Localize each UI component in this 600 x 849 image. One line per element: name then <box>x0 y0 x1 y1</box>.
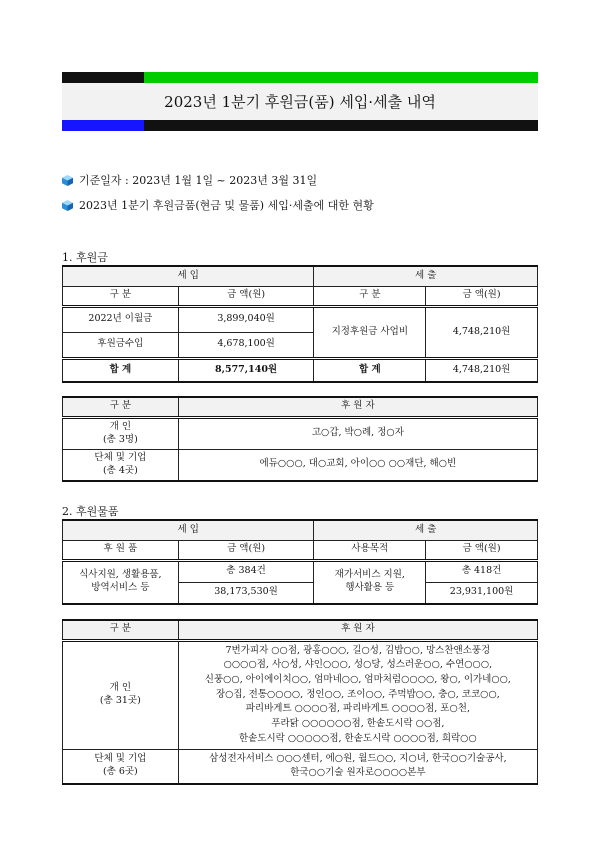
money-donors-table <box>62 396 538 482</box>
cube-icon <box>62 200 73 211</box>
income-amount: 38,173,530원 <box>178 582 314 604</box>
expense-header: 세 출 <box>314 266 538 286</box>
goods-purpose: 재가서비스 지원, 행사활용 등 <box>314 560 426 604</box>
section-heading: 2. 후원물품 <box>62 505 119 518</box>
income-count: 총 384건 <box>178 560 314 582</box>
income-header: 세 입 <box>63 520 314 540</box>
donated-goods-table <box>62 519 538 605</box>
donor-type: 단체 및 기업 (총 6곳) <box>63 749 179 784</box>
total-income: 8,577,140원 <box>178 358 314 382</box>
col-donor: 후 원 자 <box>178 397 537 417</box>
info-description: 2023년 1분기 후원금품(현금 및 물품) 세입·세출에 대한 현황 <box>62 197 374 213</box>
header-bar-black <box>62 72 144 83</box>
row-amount: 4,678,100원 <box>178 332 314 358</box>
total-label: 합 계 <box>314 358 426 382</box>
total-label: 합 계 <box>63 358 179 382</box>
donor-names: 고○갑, 박○례, 정○자 <box>178 417 537 449</box>
donor-type: 개 인 (총 3명) <box>63 417 179 449</box>
col-category: 구 분 <box>63 620 179 640</box>
col-amount: 금 액(원) <box>426 540 538 560</box>
col-category: 구 분 <box>63 397 179 417</box>
row-label: 2022년 이월금 <box>63 306 179 332</box>
page-title: 2023년 1분기 후원금(품) 세입·세출 내역 <box>62 83 538 120</box>
cube-icon <box>62 175 73 186</box>
total-expense: 4,748,210원 <box>426 358 538 382</box>
col-donor: 후 원 자 <box>178 620 537 640</box>
col-item: 후 원 품 <box>63 540 179 560</box>
row-amount: 3,899,040원 <box>178 306 314 332</box>
col-purpose: 사용목적 <box>314 540 426 560</box>
donor-names: 삼성전자서비스 ○○○센터, 에○원, 월드○○, 지○녀, 한국○○기술공사, 한국○○기술 원자로○○○○본부 <box>178 749 537 784</box>
donor-names: 에듀○○○, 대○교회, 아이○○ ○○재단, 해○빈 <box>178 449 537 481</box>
header-bar-black-bottom <box>144 120 538 131</box>
donor-names: 7번가피자 ○○점, 광홍○○○, 길○성, 김밥○○, 망스찬앤소풍겅 ○○○○점, 사○성, 샤인○○○, 성○당, 성스러운○○, 수연○○○, 신풍○○, 아이에이치○○, 엄마네○○, 엄마처럼○○○○, 왕○, 이가네○○, 장○집, 전통○○○○, 정인○○, 조이○○, 주먹밥○○, 충○, 코코○○, 파리바게트 ○○○○점, 파리바게트 ○○○○점, 포○천, 푸라닭 ○○○○○○점, 한솥도시락 ○○점, 한솥도시락 ○○○○○점, 한솥도시락 ○○○○점, 희락○○ <box>178 640 537 749</box>
goods-donors-table <box>62 619 538 785</box>
donation-money-table <box>62 265 538 383</box>
header-bar-green <box>144 72 538 83</box>
expense-item: 지정후원금 사업비 <box>314 306 426 358</box>
header-bar-blue <box>62 120 144 131</box>
col-category: 구 분 <box>63 286 179 306</box>
col-amount: 금 액(원) <box>178 540 314 560</box>
info-period: 기준일자 : 2023년 1월 1일 ~ 2023년 3월 31일 <box>62 172 317 188</box>
expense-header: 세 출 <box>314 520 538 540</box>
goods-items: 식사지원, 생활용품, 방역서비스 등 <box>63 560 179 604</box>
col-category: 구 분 <box>314 286 426 306</box>
col-amount: 금 액(원) <box>178 286 314 306</box>
row-label: 후원금수입 <box>63 332 179 358</box>
income-header: 세 입 <box>63 266 314 286</box>
donor-type: 개 인 (총 31곳) <box>63 640 179 749</box>
expense-amount: 23,931,100원 <box>426 582 538 604</box>
donor-type: 단체 및 기업 (총 4곳) <box>63 449 179 481</box>
expense-amount: 4,748,210원 <box>426 306 538 358</box>
expense-count: 총 418건 <box>426 560 538 582</box>
col-amount: 금 액(원) <box>426 286 538 306</box>
section-heading: 1. 후원금 <box>62 251 108 264</box>
